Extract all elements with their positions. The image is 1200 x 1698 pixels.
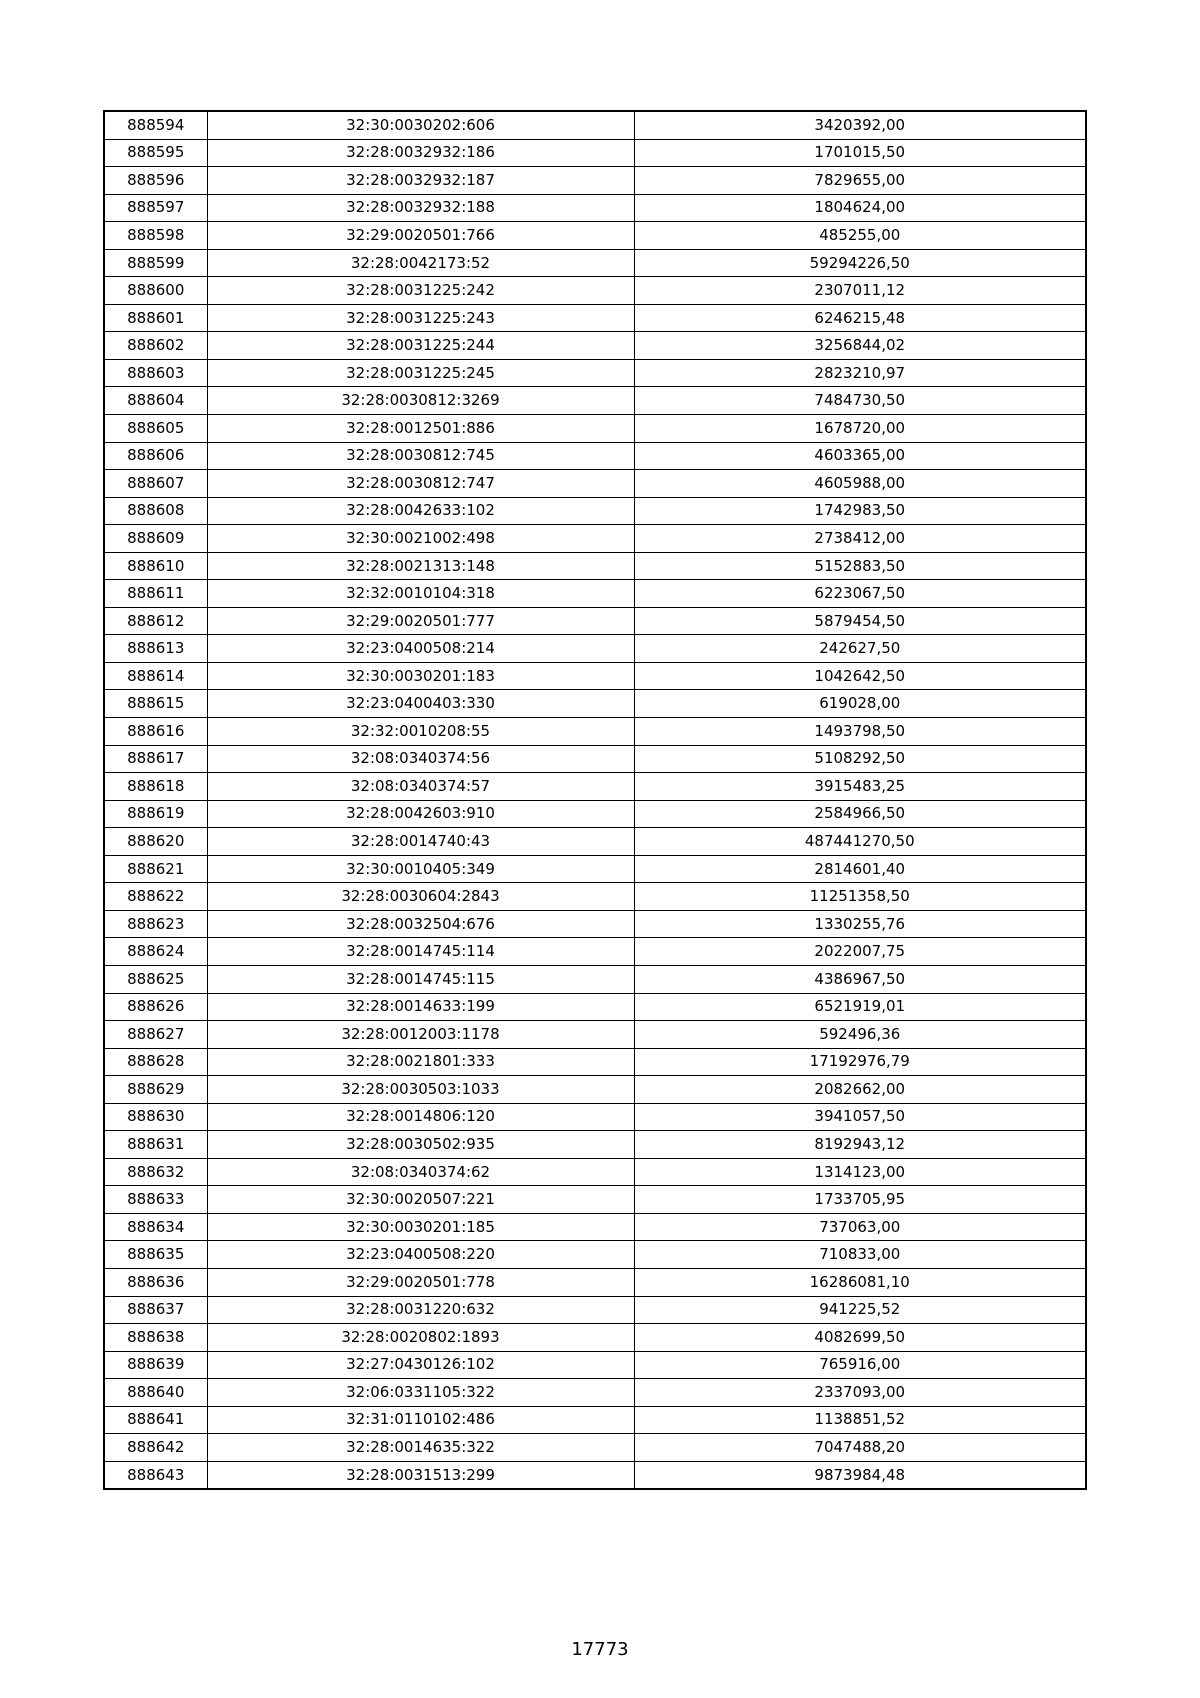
- value-cell: 7484730,50: [634, 387, 1086, 415]
- table-row: [104, 773, 1086, 801]
- record-number-cell: 888608: [104, 497, 207, 525]
- cadastral-number-cell: 32:28:0021313:148: [207, 552, 634, 580]
- record-number-cell: 888617: [104, 745, 207, 773]
- cadastral-number-cell: 32:28:0030604:2843: [207, 883, 634, 911]
- record-number-cell: 888626: [104, 993, 207, 1021]
- cadastral-number-cell: 32:06:0331105:322: [207, 1379, 634, 1407]
- record-number-cell: 888633: [104, 1186, 207, 1214]
- table-row: [104, 249, 1086, 277]
- value-cell: 2823210,97: [634, 359, 1086, 387]
- cadastral-number-cell: 32:28:0012003:1178: [207, 1021, 634, 1049]
- cadastral-number-cell: 32:23:0400508:220: [207, 1241, 634, 1269]
- value-cell: 1042642,50: [634, 662, 1086, 690]
- record-number-cell: 888635: [104, 1241, 207, 1269]
- record-number-cell: 888605: [104, 415, 207, 443]
- value-cell: 5879454,50: [634, 607, 1086, 635]
- table-row: [104, 415, 1086, 443]
- cadastral-number-cell: 32:28:0014806:120: [207, 1103, 634, 1131]
- cadastral-number-cell: 32:28:0014740:43: [207, 828, 634, 856]
- registry-table-body: [104, 111, 1086, 1489]
- table-row: [104, 1103, 1086, 1131]
- table-row: [104, 910, 1086, 938]
- record-number-cell: 888630: [104, 1103, 207, 1131]
- value-cell: 2738412,00: [634, 525, 1086, 553]
- cadastral-number-cell: 32:28:0014633:199: [207, 993, 634, 1021]
- record-number-cell: 888639: [104, 1351, 207, 1379]
- cadastral-number-cell: 32:28:0031220:632: [207, 1296, 634, 1324]
- record-number-cell: 888595: [104, 139, 207, 167]
- record-number-cell: 888601: [104, 304, 207, 332]
- cadastral-number-cell: 32:28:0021801:333: [207, 1048, 634, 1076]
- table-row: [104, 1268, 1086, 1296]
- cadastral-number-cell: 32:28:0030502:935: [207, 1131, 634, 1159]
- value-cell: 1733705,95: [634, 1186, 1086, 1214]
- record-number-cell: 888596: [104, 167, 207, 195]
- page-number: 17773: [571, 1639, 629, 1660]
- table-row: [104, 552, 1086, 580]
- table-row: [104, 1131, 1086, 1159]
- cadastral-number-cell: 32:29:0020501:766: [207, 222, 634, 250]
- table-row: [104, 1186, 1086, 1214]
- value-cell: 485255,00: [634, 222, 1086, 250]
- record-number-cell: 888638: [104, 1324, 207, 1352]
- cadastral-number-cell: 32:08:0340374:57: [207, 773, 634, 801]
- value-cell: 4082699,50: [634, 1324, 1086, 1352]
- table-row: [104, 745, 1086, 773]
- record-number-cell: 888616: [104, 718, 207, 746]
- record-number-cell: 888634: [104, 1213, 207, 1241]
- cadastral-number-cell: 32:28:0032932:186: [207, 139, 634, 167]
- cadastral-number-cell: 32:28:0030503:1033: [207, 1076, 634, 1104]
- cadastral-number-cell: 32:28:0042173:52: [207, 249, 634, 277]
- table-row: [104, 470, 1086, 498]
- record-number-cell: 888640: [104, 1379, 207, 1407]
- value-cell: 7829655,00: [634, 167, 1086, 195]
- cadastral-number-cell: 32:28:0012501:886: [207, 415, 634, 443]
- table-row: [104, 1076, 1086, 1104]
- value-cell: 1678720,00: [634, 415, 1086, 443]
- table-row: [104, 1158, 1086, 1186]
- value-cell: 6223067,50: [634, 580, 1086, 608]
- value-cell: 3915483,25: [634, 773, 1086, 801]
- record-number-cell: 888636: [104, 1268, 207, 1296]
- value-cell: 3420392,00: [634, 111, 1086, 139]
- value-cell: 5108292,50: [634, 745, 1086, 773]
- record-number-cell: 888621: [104, 855, 207, 883]
- table-row: [104, 1048, 1086, 1076]
- value-cell: 5152883,50: [634, 552, 1086, 580]
- cadastral-number-cell: 32:28:0042633:102: [207, 497, 634, 525]
- table-row: [104, 332, 1086, 360]
- value-cell: 4603365,00: [634, 442, 1086, 470]
- record-number-cell: 888611: [104, 580, 207, 608]
- value-cell: 1742983,50: [634, 497, 1086, 525]
- value-cell: 619028,00: [634, 690, 1086, 718]
- cadastral-number-cell: 32:23:0400508:214: [207, 635, 634, 663]
- cadastral-number-cell: 32:28:0030812:747: [207, 470, 634, 498]
- value-cell: 2584966,50: [634, 800, 1086, 828]
- value-cell: 1493798,50: [634, 718, 1086, 746]
- value-cell: 17192976,79: [634, 1048, 1086, 1076]
- value-cell: 7047488,20: [634, 1434, 1086, 1462]
- value-cell: 16286081,10: [634, 1268, 1086, 1296]
- cadastral-number-cell: 32:27:0430126:102: [207, 1351, 634, 1379]
- cadastral-number-cell: 32:28:0042603:910: [207, 800, 634, 828]
- table-row: [104, 1434, 1086, 1462]
- table-row: [104, 222, 1086, 250]
- record-number-cell: 888637: [104, 1296, 207, 1324]
- table-row: [104, 800, 1086, 828]
- cadastral-number-cell: 32:28:0031513:299: [207, 1461, 634, 1489]
- table-row: [104, 580, 1086, 608]
- value-cell: 941225,52: [634, 1296, 1086, 1324]
- record-number-cell: 888597: [104, 194, 207, 222]
- table-row: [104, 359, 1086, 387]
- table-row: [104, 938, 1086, 966]
- record-number-cell: 888625: [104, 965, 207, 993]
- value-cell: 737063,00: [634, 1213, 1086, 1241]
- record-number-cell: 888604: [104, 387, 207, 415]
- table-row: [104, 828, 1086, 856]
- table-row: [104, 1461, 1086, 1489]
- table-row: [104, 1213, 1086, 1241]
- cadastral-number-cell: 32:28:0031225:245: [207, 359, 634, 387]
- table-row: [104, 139, 1086, 167]
- table-row: [104, 111, 1086, 139]
- record-number-cell: 888598: [104, 222, 207, 250]
- cadastral-number-cell: 32:32:0010208:55: [207, 718, 634, 746]
- cadastral-number-cell: 32:30:0030202:606: [207, 111, 634, 139]
- table-row: [104, 277, 1086, 305]
- cadastral-number-cell: 32:30:0030201:185: [207, 1213, 634, 1241]
- table-row: [104, 690, 1086, 718]
- cadastral-number-cell: 32:28:0032932:188: [207, 194, 634, 222]
- record-number-cell: 888620: [104, 828, 207, 856]
- value-cell: 6521919,01: [634, 993, 1086, 1021]
- table-row: [104, 993, 1086, 1021]
- record-number-cell: 888609: [104, 525, 207, 553]
- cadastral-number-cell: 32:32:0010104:318: [207, 580, 634, 608]
- record-number-cell: 888629: [104, 1076, 207, 1104]
- cadastral-number-cell: 32:28:0030812:3269: [207, 387, 634, 415]
- table-row: [104, 1021, 1086, 1049]
- table-row: [104, 1296, 1086, 1324]
- record-number-cell: 888599: [104, 249, 207, 277]
- value-cell: 3941057,50: [634, 1103, 1086, 1131]
- record-number-cell: 888600: [104, 277, 207, 305]
- record-number-cell: 888631: [104, 1131, 207, 1159]
- table-row: [104, 194, 1086, 222]
- value-cell: 1138851,52: [634, 1406, 1086, 1434]
- record-number-cell: 888642: [104, 1434, 207, 1462]
- cadastral-number-cell: 32:30:0020507:221: [207, 1186, 634, 1214]
- cadastral-number-cell: 32:28:0032932:187: [207, 167, 634, 195]
- table-row: [104, 718, 1086, 746]
- record-number-cell: 888603: [104, 359, 207, 387]
- cadastral-number-cell: 32:30:0010405:349: [207, 855, 634, 883]
- table-row: [104, 442, 1086, 470]
- table-row: [104, 387, 1086, 415]
- record-number-cell: 888641: [104, 1406, 207, 1434]
- value-cell: 3256844,02: [634, 332, 1086, 360]
- value-cell: 2337093,00: [634, 1379, 1086, 1407]
- table-row: [104, 965, 1086, 993]
- cadastral-number-cell: 32:29:0020501:778: [207, 1268, 634, 1296]
- value-cell: 11251358,50: [634, 883, 1086, 911]
- value-cell: 2022007,75: [634, 938, 1086, 966]
- table-row: [104, 1406, 1086, 1434]
- value-cell: 2814601,40: [634, 855, 1086, 883]
- cadastral-number-cell: 32:31:0110102:486: [207, 1406, 634, 1434]
- value-cell: 1330255,76: [634, 910, 1086, 938]
- record-number-cell: 888594: [104, 111, 207, 139]
- record-number-cell: 888618: [104, 773, 207, 801]
- value-cell: 4386967,50: [634, 965, 1086, 993]
- cadastral-number-cell: 32:23:0400403:330: [207, 690, 634, 718]
- value-cell: 1701015,50: [634, 139, 1086, 167]
- value-cell: 487441270,50: [634, 828, 1086, 856]
- cadastral-number-cell: 32:28:0031225:243: [207, 304, 634, 332]
- record-number-cell: 888606: [104, 442, 207, 470]
- table-row: [104, 662, 1086, 690]
- value-cell: 2307011,12: [634, 277, 1086, 305]
- record-number-cell: 888614: [104, 662, 207, 690]
- value-cell: 59294226,50: [634, 249, 1086, 277]
- table-row: [104, 607, 1086, 635]
- table-row: [104, 635, 1086, 663]
- value-cell: 4605988,00: [634, 470, 1086, 498]
- record-number-cell: 888602: [104, 332, 207, 360]
- table-row: [104, 883, 1086, 911]
- value-cell: 710833,00: [634, 1241, 1086, 1269]
- record-number-cell: 888624: [104, 938, 207, 966]
- cadastral-number-cell: 32:28:0020802:1893: [207, 1324, 634, 1352]
- record-number-cell: 888632: [104, 1158, 207, 1186]
- cadastral-number-cell: 32:28:0014635:322: [207, 1434, 634, 1462]
- cadastral-number-cell: 32:28:0031225:242: [207, 277, 634, 305]
- table-row: [104, 167, 1086, 195]
- value-cell: 592496,36: [634, 1021, 1086, 1049]
- value-cell: 8192943,12: [634, 1131, 1086, 1159]
- record-number-cell: 888628: [104, 1048, 207, 1076]
- cadastral-number-cell: 32:28:0032504:676: [207, 910, 634, 938]
- table-row: [104, 497, 1086, 525]
- record-number-cell: 888643: [104, 1461, 207, 1489]
- table-row: [104, 304, 1086, 332]
- table-row: [104, 1241, 1086, 1269]
- table-row: [104, 1351, 1086, 1379]
- record-number-cell: 888619: [104, 800, 207, 828]
- table-row: [104, 1324, 1086, 1352]
- cadastral-number-cell: 32:28:0014745:114: [207, 938, 634, 966]
- cadastral-number-cell: 32:08:0340374:62: [207, 1158, 634, 1186]
- cadastral-number-cell: 32:28:0031225:244: [207, 332, 634, 360]
- record-number-cell: 888607: [104, 470, 207, 498]
- value-cell: 6246215,48: [634, 304, 1086, 332]
- table-row: [104, 525, 1086, 553]
- value-cell: 9873984,48: [634, 1461, 1086, 1489]
- record-number-cell: 888613: [104, 635, 207, 663]
- value-cell: 765916,00: [634, 1351, 1086, 1379]
- table-row: [104, 855, 1086, 883]
- record-number-cell: 888627: [104, 1021, 207, 1049]
- value-cell: 242627,50: [634, 635, 1086, 663]
- cadastral-number-cell: 32:28:0030812:745: [207, 442, 634, 470]
- cadastral-number-cell: 32:29:0020501:777: [207, 607, 634, 635]
- cadastral-number-cell: 32:08:0340374:56: [207, 745, 634, 773]
- record-number-cell: 888622: [104, 883, 207, 911]
- registry-table: [103, 110, 1087, 1490]
- cadastral-number-cell: 32:28:0014745:115: [207, 965, 634, 993]
- value-cell: 1804624,00: [634, 194, 1086, 222]
- record-number-cell: 888615: [104, 690, 207, 718]
- record-number-cell: 888610: [104, 552, 207, 580]
- value-cell: 2082662,00: [634, 1076, 1086, 1104]
- record-number-cell: 888612: [104, 607, 207, 635]
- value-cell: 1314123,00: [634, 1158, 1086, 1186]
- record-number-cell: 888623: [104, 910, 207, 938]
- cadastral-number-cell: 32:30:0030201:183: [207, 662, 634, 690]
- cadastral-number-cell: 32:30:0021002:498: [207, 525, 634, 553]
- table-row: [104, 1379, 1086, 1407]
